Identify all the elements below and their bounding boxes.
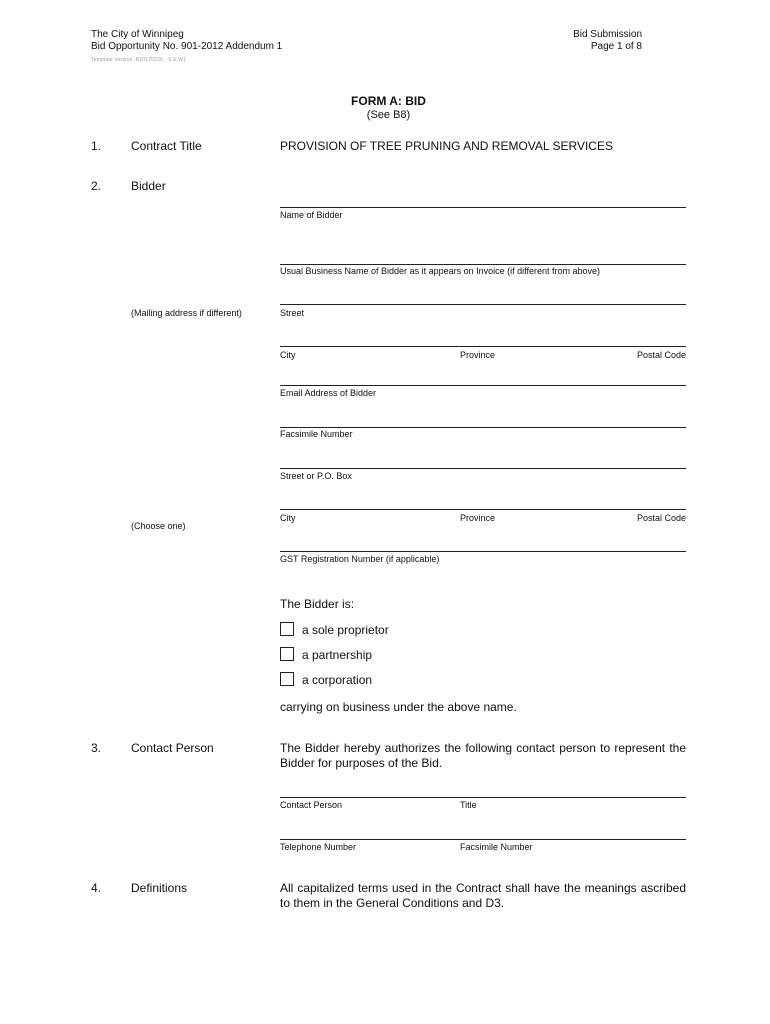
title-caption: Title <box>460 800 477 810</box>
telephone-facsimile-line[interactable] <box>280 839 686 840</box>
section-1-label: Contract Title <box>131 139 202 153</box>
corporation-label: a corporation <box>302 673 373 687</box>
form-title: FORM A: BID <box>351 94 426 108</box>
city-province-postal-line-2[interactable] <box>280 509 686 510</box>
sole-proprietor-label: a sole proprietor <box>302 623 389 637</box>
gst-caption: GST Registration Number (if applicable) <box>280 554 440 564</box>
email-caption: Email Address of Bidder <box>280 388 377 398</box>
postal-code-caption: Postal Code <box>636 350 686 360</box>
choose-one-note: (Choose one) <box>131 521 186 531</box>
facsimile-caption-2: Facsimile Number <box>460 842 533 852</box>
street-line[interactable] <box>280 304 686 305</box>
name-of-bidder-line[interactable] <box>280 207 686 208</box>
header-page-number: Page 1 of 8 <box>590 41 642 52</box>
city-province-postal-line[interactable] <box>280 346 686 347</box>
section-2-label: Bidder <box>131 179 166 193</box>
name-of-bidder-caption: Name of Bidder <box>280 210 343 220</box>
contract-title-value: PROVISION OF TREE PRUNING AND REMOVAL SERVICES <box>280 139 613 153</box>
usual-business-name-caption: Usual Business Name of Bidder as it appears on Invoice (if different from above) <box>280 266 600 276</box>
carrying-on-business-text: carrying on business under the above name. <box>280 700 517 714</box>
contact-person-title-line[interactable] <box>280 797 686 798</box>
section-3-number: 3. <box>91 741 102 755</box>
city-caption: City <box>280 350 296 360</box>
section-4-label: Definitions <box>131 881 188 895</box>
usual-business-name-line[interactable] <box>280 264 686 265</box>
facsimile-line[interactable] <box>280 427 686 428</box>
street-po-box-caption: Street or P.O. Box <box>280 471 352 481</box>
email-line[interactable] <box>280 385 686 386</box>
mailing-address-note: (Mailing address if different) <box>131 308 242 318</box>
definitions-text: All capitalized terms used in the Contract shall have the meanings ascribed to them in the General Conditions and D3. <box>280 881 686 910</box>
section-4-number: 4. <box>91 881 102 895</box>
province-caption-2: Province <box>460 513 496 523</box>
header-bid-opportunity: Bid Opportunity No. 901-2012 Addendum 1 <box>91 41 283 52</box>
street-caption: Street <box>280 308 305 318</box>
telephone-caption: Telephone Number <box>280 842 357 852</box>
section-1-number: 1. <box>91 139 102 153</box>
partnership-checkbox[interactable] <box>280 647 294 661</box>
corporation-checkbox[interactable] <box>280 672 294 686</box>
form-subtitle: (See B8) <box>366 109 411 121</box>
section-3-label: Contact Person <box>131 741 214 755</box>
postal-code-caption-2: Postal Code <box>636 513 686 523</box>
contact-person-caption: Contact Person <box>280 800 343 810</box>
city-caption-2: City <box>280 513 296 523</box>
gst-line[interactable] <box>280 551 686 552</box>
facsimile-caption: Facsimile Number <box>280 429 353 439</box>
bidder-is-label: The Bidder is: <box>280 597 355 611</box>
partnership-label: a partnership <box>302 648 373 662</box>
province-caption: Province <box>460 350 496 360</box>
section-2-number: 2. <box>91 179 102 193</box>
header-city: The City of Winnipeg <box>91 29 184 40</box>
contact-person-authorization-text: The Bidder hereby authorizes the following contact person to represent the Bidder for purposes of the Bid. <box>280 741 686 770</box>
street-po-box-line[interactable] <box>280 468 686 469</box>
header-bid-submission: Bid Submission <box>573 29 642 40</box>
template-version: Template Version: B20120226 - S.E.W1 <box>91 57 187 63</box>
sole-proprietor-checkbox[interactable] <box>280 622 294 636</box>
